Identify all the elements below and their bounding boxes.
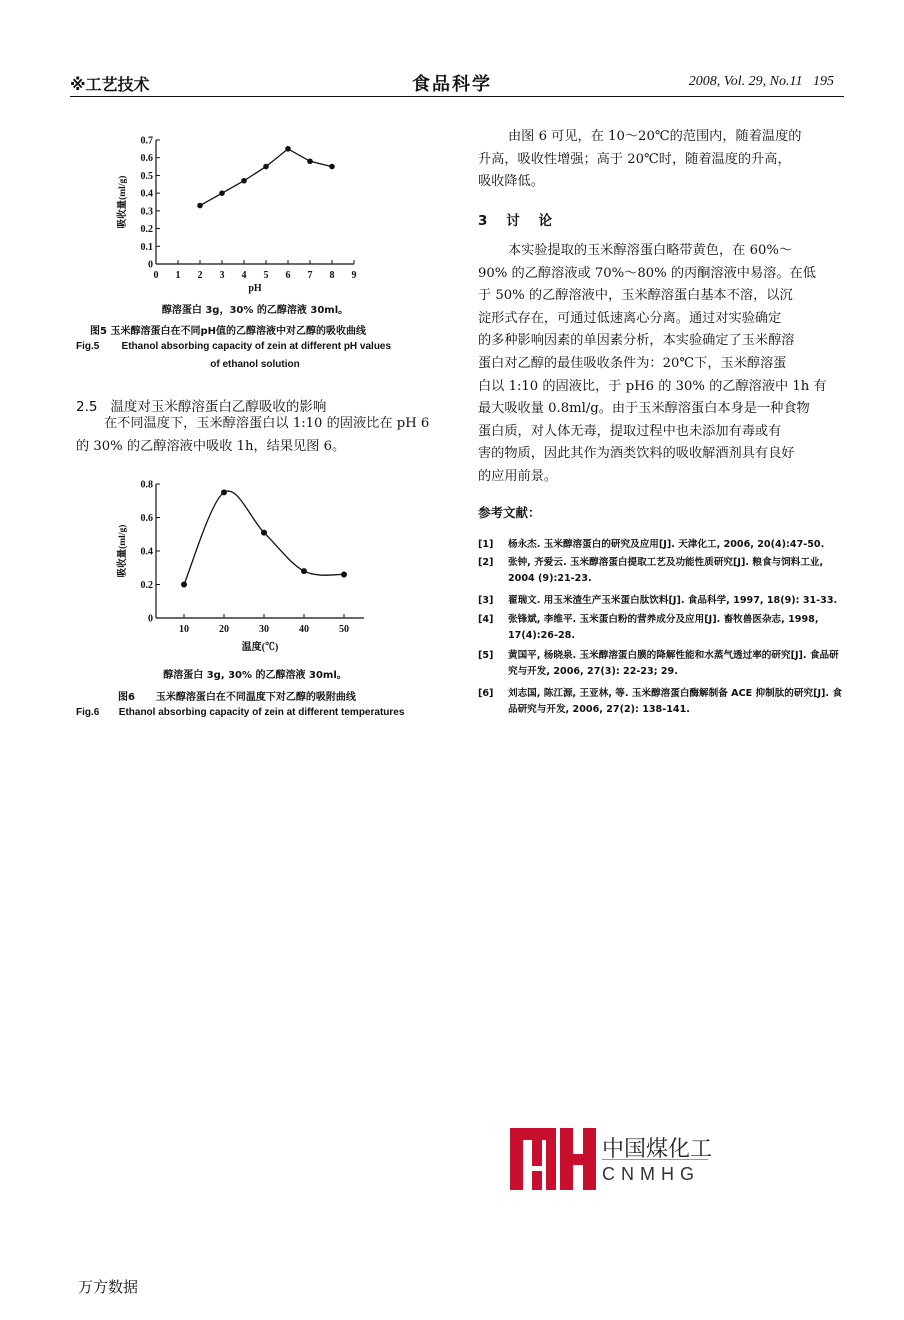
x-tick-label: 20: [219, 624, 229, 635]
journal-title: 食品科学: [412, 74, 492, 95]
reference-number: [3]: [478, 595, 494, 606]
y-tick-label: 0.6: [140, 513, 153, 524]
text-line: 的应用前景。: [478, 468, 558, 484]
y-tick-label: 0.7: [140, 135, 153, 147]
reference-item: [478, 686, 843, 718]
x-tick-label: 2: [197, 270, 203, 281]
issue-info: [689, 74, 834, 90]
page-number: 195: [813, 74, 834, 89]
text-line: 由图 6 可见，在 10～20℃的范围内，随着温度的: [508, 129, 802, 144]
logo-text-en: CNMHG: [602, 1164, 700, 1184]
text-line: 的多种影响因素的单因素分析，本实验确定了玉米醇溶: [478, 333, 795, 349]
text-line: 蛋白对乙醇的最佳吸收条件为：20℃下，玉米醇溶蛋: [478, 355, 787, 371]
reference-item: [478, 555, 843, 587]
reference-item: [478, 593, 843, 609]
section-3-heading: 3 讨 论: [478, 213, 552, 229]
x-tick-label: 8: [329, 270, 335, 281]
reference-item: [478, 648, 843, 680]
x-tick-label: 4: [241, 270, 247, 281]
text-line: 最大吸收量 0.8ml/g。由于玉米醇溶蛋白本身是一种食物: [478, 401, 810, 417]
x-tick-label: 0: [153, 270, 159, 281]
text-line: 本实验提取的玉米醇溶蛋白略带黄色，在 60%～: [508, 243, 793, 258]
reference-text: 黄国平, 杨晓泉. 玉米醇溶蛋白膜的降解性能和水蒸气透过率的研究[J]. 食品研究与开发, 2006, 27(3): 22-23; 29.: [508, 650, 839, 677]
figure-5-chart: [108, 130, 378, 314]
reference-text: 张锋斌, 李维平. 玉米蛋白粉的营养成分及应用[J]. 畜牧兽医杂志, 1998, 17(4):26-28.: [508, 614, 819, 641]
text-line: 吸收降低。: [478, 174, 544, 190]
x-tick-label: 10: [179, 624, 189, 635]
figure-5-caption-cn: 图5 玉米醇溶蛋白在不同pH值的乙醇溶液中对乙醇的吸收曲线: [90, 326, 366, 337]
data-series-line: [184, 491, 344, 584]
data-point: [329, 164, 335, 170]
data-point: [221, 489, 227, 495]
x-tick-label: 40: [299, 624, 309, 635]
reference-number: [2]: [478, 557, 494, 568]
reference-text: 翟瑞文. 用玉米渣生产玉米蛋白肽饮料[J]. 食品科学, 1997, 18(9): 31-33.: [508, 595, 838, 606]
data-point: [263, 164, 269, 170]
text-line: 90% 的乙醇溶液或 70%～80% 的丙酮溶液中易溶。在低: [478, 265, 816, 281]
header-rule: [70, 96, 844, 97]
data-point: [341, 571, 347, 577]
text-line: 白以 1:10 的固液比，于 pH6 的 30% 的乙醇溶液中 1h 有: [478, 378, 827, 394]
x-tick-label: 5: [263, 270, 269, 281]
x-axis-label: 温度(℃): [241, 642, 279, 653]
text-line: 淀形式存在，可通过低速离心分离。通过对实验确定: [478, 310, 782, 326]
right-paragraph-2: [478, 240, 843, 489]
text-line: 于 50% 的乙醇溶液中，玉米醇溶蛋白基本不溶，以沉: [478, 288, 793, 304]
text-line: 升高，吸收性增强；高于 20℃时，随着温度的升高，: [478, 151, 791, 167]
x-tick-label: 9: [351, 270, 357, 281]
reference-number: [5]: [478, 650, 494, 661]
data-point: [197, 203, 203, 209]
x-tick-label: 7: [307, 270, 313, 281]
y-tick-label: 0.2: [140, 580, 153, 591]
reference-text: 杨永杰. 玉米醇溶蛋白的研究及应用[J]. 天津化工, 2006, 20(4):47-50.: [508, 539, 825, 550]
text-line: 蛋白质，对人体无毒，提取过程中也未添加有毒或有: [478, 423, 782, 439]
figure-5-note: 醇溶蛋白 3g，30% 的乙醇溶液 30ml。: [161, 305, 349, 316]
section-2-5-line-2: 的 30% 的乙醇溶液中吸收 1h，结果见图 6。: [76, 439, 346, 454]
y-tick-label: 0.4: [140, 546, 153, 558]
reference-number: [4]: [478, 614, 494, 625]
right-paragraph-1: [478, 126, 843, 194]
section-label: ※工艺技术: [70, 75, 150, 94]
reference-text: 刘志国, 陈江源, 王亚林, 等. 玉米醇溶蛋白酶解制备 ACE 抑制肽的研究[J]. 食品研究与开发, 2006, 27(2): 138-141.: [508, 688, 842, 715]
y-tick-label: 0.8: [140, 479, 153, 491]
section-2-5-line-1: 在不同温度下，玉米醇溶蛋白以 1:10 的固液比在 pH 6: [104, 416, 430, 431]
references-title: 参考文献：: [478, 505, 541, 520]
data-point: [307, 158, 313, 164]
figure-6-note: 醇溶蛋白 3g, 30% 的乙醇溶液 30ml。: [163, 670, 347, 681]
data-point: [219, 190, 225, 196]
data-point: [181, 582, 187, 588]
y-tick-label: 0: [148, 613, 153, 625]
logo-text-cn: 中国煤化工: [602, 1137, 713, 1162]
data-point: [285, 146, 291, 152]
reference-number: [6]: [478, 688, 494, 699]
y-axis-label: 吸收量(ml/g): [118, 524, 128, 578]
y-tick-label: 0.5: [140, 170, 153, 182]
cnmhg-logo: [510, 1128, 720, 1190]
x-tick-label: 3: [219, 270, 225, 281]
logo-divider: [602, 1159, 708, 1160]
y-tick-label: 0.4: [140, 188, 153, 200]
text-line: 害的物质，因此其作为酒类饮料的吸收解酒剂具有良好: [478, 446, 795, 462]
data-point: [261, 530, 267, 536]
x-tick-label: 6: [285, 270, 291, 281]
x-tick-label: 50: [339, 624, 349, 635]
figure-6-chart: [108, 472, 378, 666]
reference-number: [1]: [478, 539, 494, 550]
y-tick-label: 0.6: [140, 153, 153, 165]
section-2-5-heading: 2.5 温度对玉米醇溶蛋白乙醇吸收的影响: [76, 399, 327, 415]
data-point: [241, 178, 247, 184]
reference-item: [478, 537, 843, 553]
footer-watermark: 万方数据: [78, 1278, 139, 1296]
issue-text: 2008, Vol. 29, No.11: [688, 74, 803, 89]
reference-text: 张钟, 齐爱云. 玉米醇溶蛋白提取工艺及功能性质研究[J]. 粮食与饲料工业, 2004 (9):21-23.: [508, 557, 824, 584]
y-tick-label: 0: [148, 259, 153, 271]
figure-6-caption-en: Fig.6 Ethanol absorbing capacity of zein at different temperatures: [76, 707, 405, 718]
y-tick-label: 0.3: [140, 206, 153, 218]
y-tick-label: 0.1: [140, 241, 153, 253]
x-tick-label: 1: [175, 270, 181, 281]
y-axis-label: 吸收量(ml/g): [118, 175, 128, 229]
data-series-line: [200, 149, 332, 206]
y-tick-label: 0.2: [140, 224, 153, 236]
logo-mark-icon: [510, 1128, 596, 1190]
data-point: [301, 568, 307, 574]
figure-5-caption-en: Fig.5 Ethanol absorbing capacity of zein at different pH values: [76, 341, 392, 352]
figure-6-caption-cn: 图6 玉米醇溶蛋白在不同温度下对乙醇的吸附曲线: [118, 692, 356, 703]
x-axis-label: pH: [248, 283, 262, 294]
figure-5-caption-en-2: of ethanol solution: [210, 359, 300, 370]
x-tick-label: 30: [259, 624, 269, 635]
reference-item: [478, 612, 843, 644]
